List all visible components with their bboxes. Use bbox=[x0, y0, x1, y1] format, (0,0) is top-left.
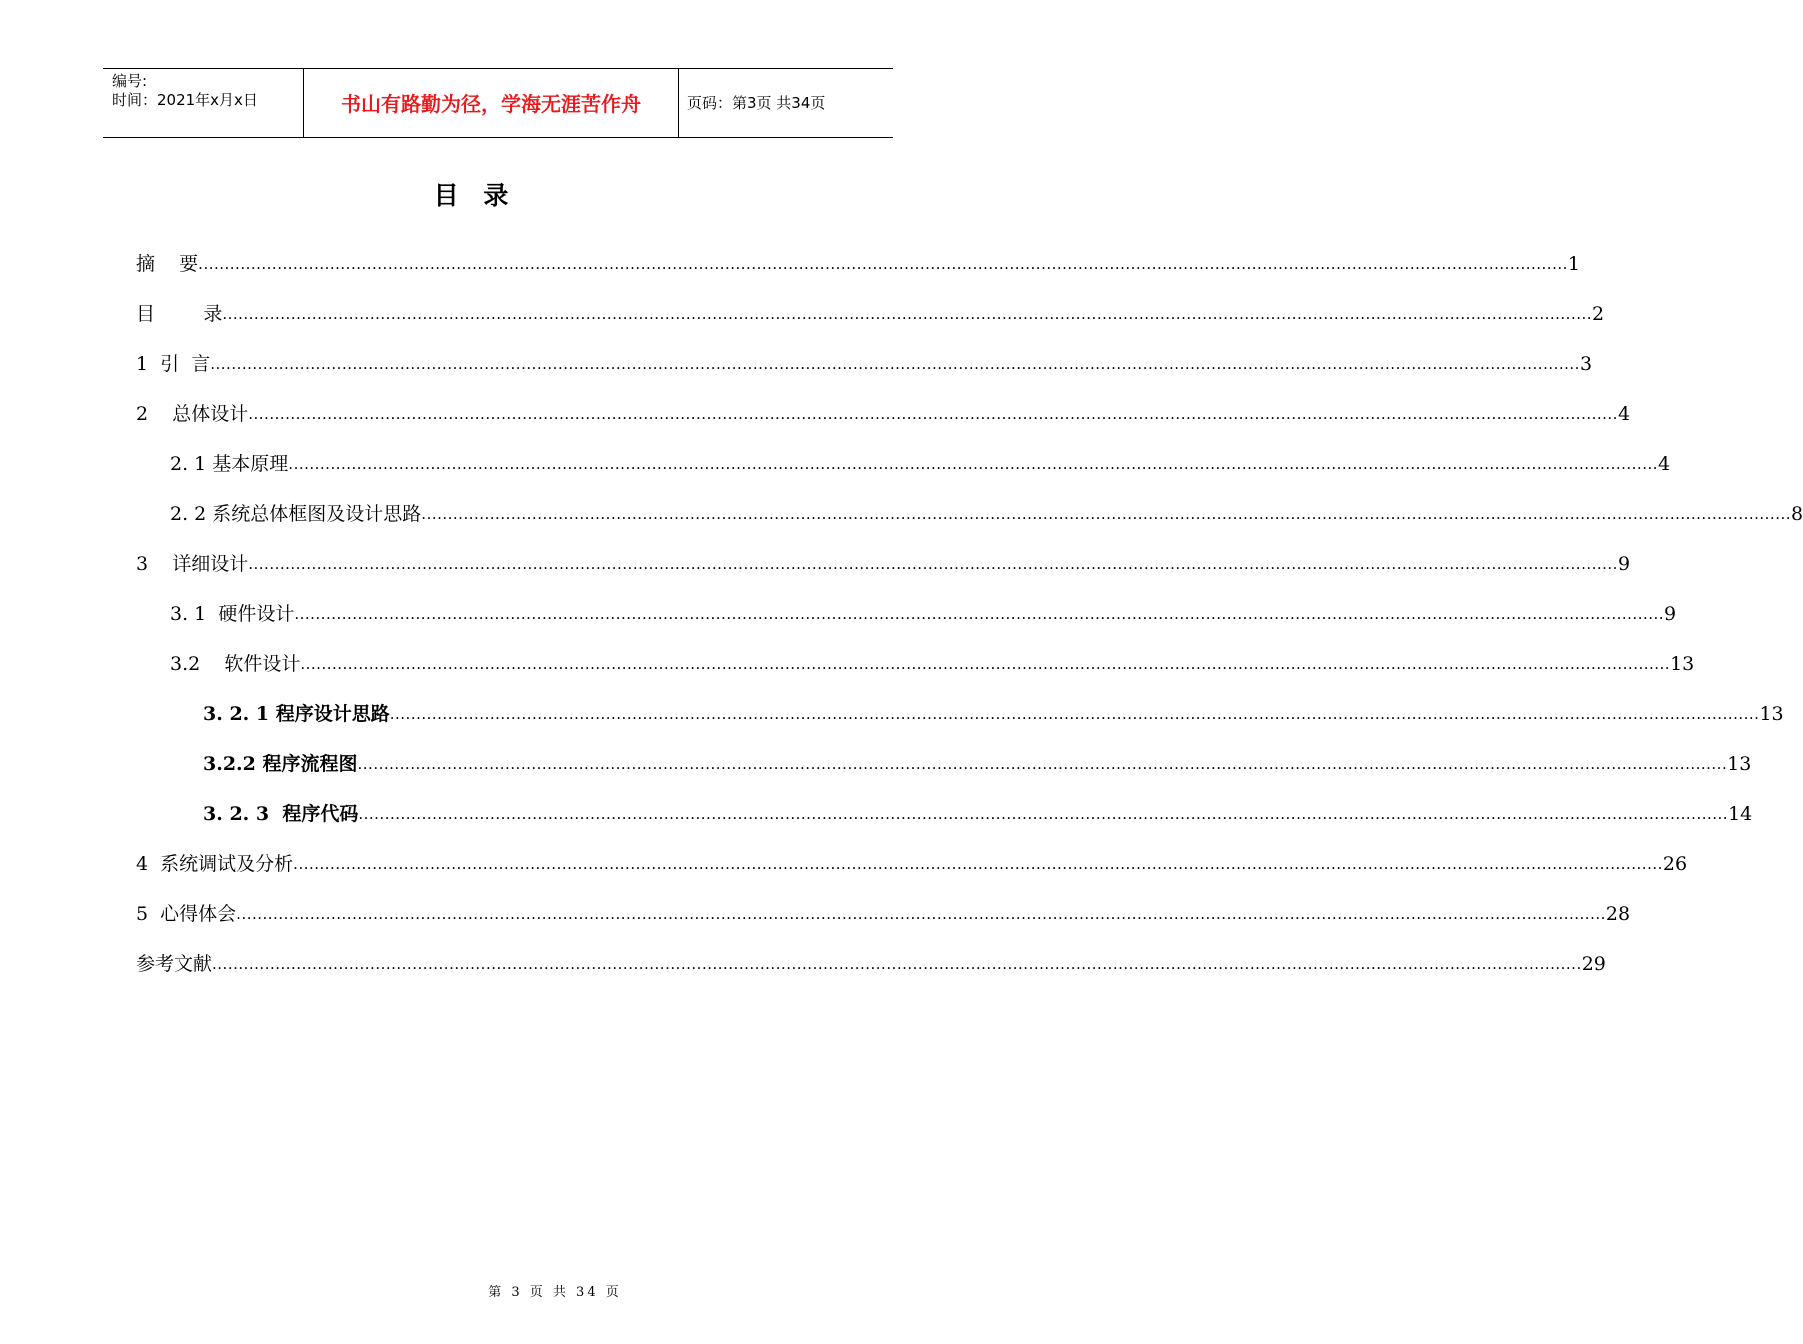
toc-leader-dots: .................................................................................................................................................................................................................................................................... bbox=[293, 855, 1663, 873]
toc-entry-page: 9 bbox=[1664, 603, 1677, 625]
toc-entry[interactable] bbox=[170, 599, 1677, 629]
toc-entry-page: 14 bbox=[1728, 803, 1753, 825]
toc-entry-label: 目 录 bbox=[136, 303, 223, 325]
toc-entry[interactable] bbox=[136, 299, 1605, 329]
number-label: 编号: bbox=[112, 72, 148, 90]
toc-entry-label: 3. 1 硬件设计 bbox=[170, 603, 295, 625]
toc-entry[interactable] bbox=[203, 699, 1784, 729]
toc-leader-dots: .................................................................................................................................................................................................................................................................... bbox=[288, 455, 1658, 473]
toc-entry-page: 13 bbox=[1727, 753, 1752, 775]
toc-leader-dots: .................................................................................................................................................................................................................................................................... bbox=[421, 505, 1791, 523]
toc-entry-label: 3 详细设计 bbox=[136, 553, 249, 575]
toc-entry-page: 28 bbox=[1605, 903, 1631, 925]
header-center-cell bbox=[303, 69, 679, 137]
toc-entry[interactable] bbox=[136, 849, 1688, 879]
toc-entry-page: 29 bbox=[1581, 953, 1606, 975]
header-left-cell bbox=[103, 69, 303, 137]
toc-entry-label: 1 引 言 bbox=[136, 353, 211, 375]
document-header bbox=[103, 68, 893, 138]
toc-entry-label: 摘 要 bbox=[136, 253, 199, 275]
toc-entry-label: 2. 2 系统总体框图及设计思路 bbox=[170, 503, 422, 525]
page-title: 目 录 bbox=[433, 181, 517, 210]
page-footer: 第 3 页 共 34 页 bbox=[488, 1285, 622, 1300]
toc-entry-label: 4 系统调试及分析 bbox=[136, 853, 294, 875]
toc-leader-dots: .................................................................................................................................................................................................................................................................... bbox=[210, 355, 1580, 373]
toc-entry[interactable] bbox=[136, 549, 1631, 579]
toc-leader-dots: .................................................................................................................................................................................................................................................................... bbox=[212, 955, 1582, 973]
toc-entry-page: 1 bbox=[1567, 253, 1580, 275]
toc-entry-label: 2 总体设计 bbox=[136, 403, 249, 425]
toc-leader-dots: .................................................................................................................................................................................................................................................................... bbox=[248, 405, 1618, 423]
toc-entry-page: 4 bbox=[1617, 403, 1631, 425]
toc-entry[interactable] bbox=[136, 349, 1593, 379]
toc-entry-page: 3 bbox=[1579, 353, 1593, 375]
toc-entry-page: 26 bbox=[1662, 853, 1688, 875]
toc-entry[interactable] bbox=[170, 499, 1803, 529]
toc-entry-page: 8 bbox=[1791, 503, 1803, 525]
toc-entry[interactable] bbox=[136, 249, 1580, 279]
toc-entry[interactable] bbox=[136, 949, 1606, 979]
toc-leader-dots: .................................................................................................................................................................................................................................................................... bbox=[248, 555, 1618, 573]
toc-entry-label: 3.2.2 程序流程图 bbox=[203, 753, 358, 775]
page-info: 页码：第3页 共34页 bbox=[687, 94, 826, 112]
toc-leader-dots: .................................................................................................................................................................................................................................................................... bbox=[222, 305, 1593, 323]
toc-entry[interactable] bbox=[136, 399, 1631, 429]
toc-entry-label: 5 心得体会 bbox=[136, 903, 237, 925]
toc-entry-label: 3.2 软件设计 bbox=[170, 653, 301, 675]
toc-entry-page: 13 bbox=[1670, 653, 1695, 675]
toc-entry-label: 3. 2. 1 程序设计思路 bbox=[203, 703, 390, 725]
toc-leader-dots: .................................................................................................................................................................................................................................................................... bbox=[357, 755, 1728, 773]
toc-entry[interactable] bbox=[170, 649, 1695, 679]
toc-entry-label: 3. 2. 3 程序代码 bbox=[203, 803, 359, 825]
toc-entry-page: 2 bbox=[1592, 303, 1605, 325]
toc-entry-page: 9 bbox=[1617, 553, 1631, 575]
motto-text: 书山有路勤为径，学海无涯苦作舟 bbox=[341, 92, 641, 116]
toc-leader-dots: .................................................................................................................................................................................................................................................................... bbox=[300, 655, 1671, 673]
toc-entry[interactable] bbox=[203, 749, 1752, 779]
toc-entry[interactable] bbox=[170, 449, 1671, 479]
toc-leader-dots: .................................................................................................................................................................................................................................................................... bbox=[294, 605, 1665, 623]
toc-leader-dots: .................................................................................................................................................................................................................................................................... bbox=[389, 705, 1760, 723]
toc-entry-page: 13 bbox=[1759, 703, 1784, 725]
toc-entry-label: 参考文献 bbox=[136, 953, 213, 975]
toc-leader-dots: .................................................................................................................................................................................................................................................................... bbox=[358, 805, 1729, 823]
date-line: 时间：2021年x月x日 bbox=[112, 91, 258, 109]
toc-leader-dots: .................................................................................................................................................................................................................................................................... bbox=[236, 905, 1606, 923]
header-right-cell bbox=[678, 69, 893, 137]
toc-entry-page: 4 bbox=[1658, 453, 1671, 475]
toc-entry[interactable] bbox=[136, 899, 1631, 929]
toc-entry[interactable] bbox=[203, 799, 1753, 829]
toc-leader-dots: .................................................................................................................................................................................................................................................................... bbox=[198, 255, 1568, 273]
toc-entry-label: 2. 1 基本原理 bbox=[170, 453, 289, 475]
